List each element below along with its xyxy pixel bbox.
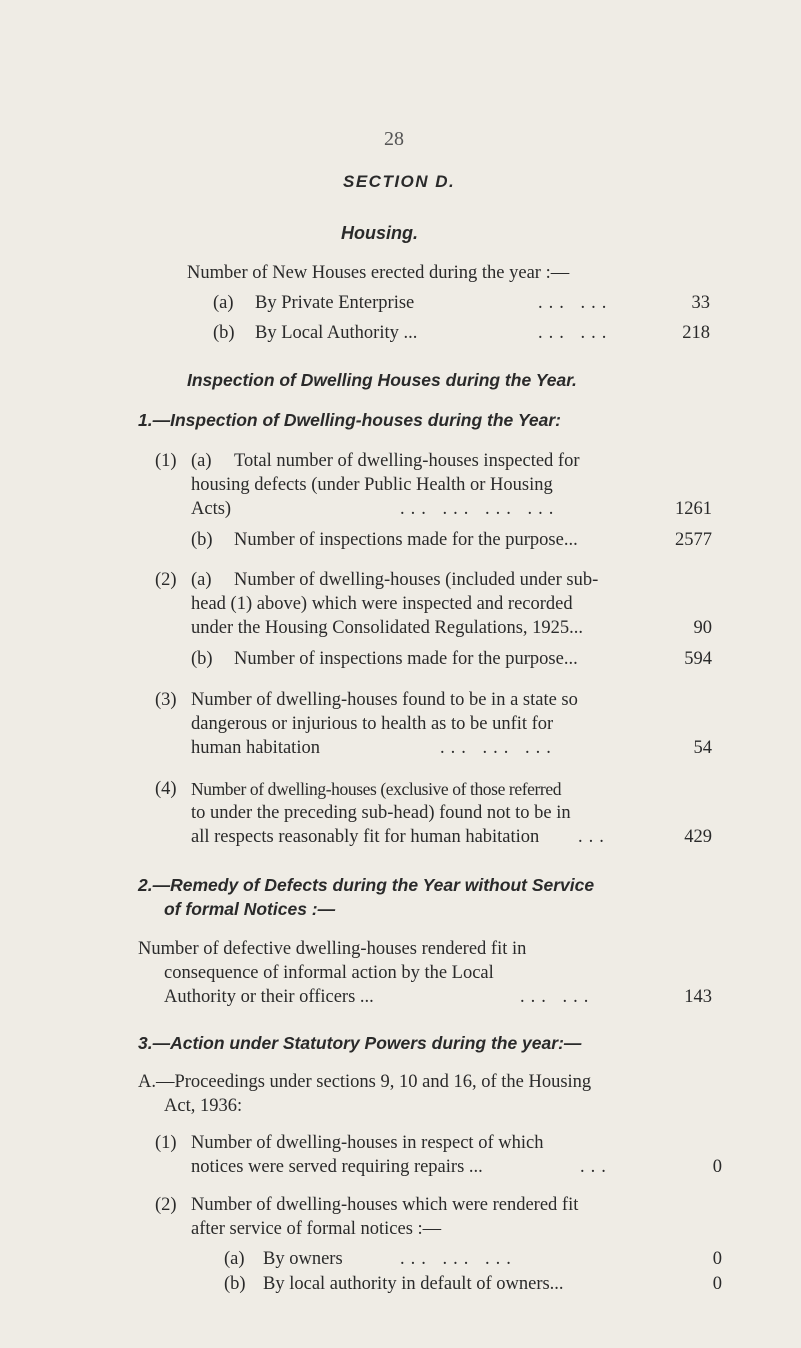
dot-leader: ... ... [520, 987, 595, 1007]
part2-line2: consequence of informal action by the Local [164, 963, 494, 983]
part2-line1: Number of defective dwelling-houses rendered fit in [138, 939, 527, 959]
item2b-value: 594 [684, 649, 712, 669]
item2a-line1: Number of dwelling-houses (included under sub- [234, 570, 599, 590]
item-number: (3) [155, 690, 177, 710]
part2-line3: Authority or their officers ... [164, 987, 374, 1007]
part3-a-line2: Act, 1936: [164, 1096, 243, 1116]
dot-leader: ... ... [538, 323, 613, 343]
part3-item1-value: 0 [712, 1157, 722, 1177]
part3-a-line1: A.—Proceedings under sections 9, 10 and 16, of the Housing [138, 1072, 592, 1092]
item-number: (1) [155, 1133, 177, 1153]
item-number: (2) [155, 570, 177, 590]
item3-value: 54 [693, 738, 712, 758]
part1-heading: 1.—Inspection of Dwelling-houses during the Year: [138, 410, 561, 430]
part2-heading-line2: of formal Notices :— [164, 899, 336, 919]
item-number: (4) [155, 779, 177, 799]
item-letter: (a) [224, 1249, 245, 1269]
item1a-line2: housing defects (under Public Health or Housing [191, 475, 553, 495]
new-houses-label-a: (a) [213, 293, 234, 313]
new-houses-text-b: By Local Authority ... [255, 323, 418, 343]
item-letter: (b) [191, 530, 213, 550]
new-houses-value-a: 33 [691, 293, 710, 313]
item-letter: (b) [224, 1274, 246, 1294]
new-houses-text-a: By Private Enterprise [255, 293, 415, 313]
item4-line3: all respects reasonably fit for human habitation [191, 827, 540, 847]
part2-heading-line1: 2.—Remedy of Defects during the Year without Service [138, 875, 595, 895]
item3-line2: dangerous or injurious to health as to be unfit for [191, 714, 554, 734]
item2b-text: Number of inspections made for the purpose... [234, 649, 578, 669]
dot-leader: ... ... ... [440, 738, 557, 758]
item-number: (2) [155, 1195, 177, 1215]
item4-line2: to under the preceding sub-head) found not to be in [191, 803, 571, 823]
item1a-line1: Total number of dwelling-houses inspected for [234, 451, 580, 471]
dot-leader: ... ... [538, 293, 613, 313]
dot-leader: ... ... ... [400, 1249, 517, 1269]
part3-item2b-text: By local authority in default of owners... [263, 1274, 564, 1294]
item1b-value: 2577 [675, 530, 712, 550]
part3-item2-line2: after service of formal notices :— [191, 1219, 442, 1239]
item1b-text: Number of inspections made for the purpose... [234, 530, 578, 550]
part3-item1-line1: Number of dwelling-houses in respect of which [191, 1133, 544, 1153]
item-letter: (b) [191, 649, 213, 669]
inspection-heading: Inspection of Dwelling Houses during the Year. [187, 370, 577, 390]
item4-line1: Number of dwelling-houses (exclusive of those referred [191, 779, 562, 799]
part2-value: 143 [684, 987, 712, 1007]
item2a-line3: under the Housing Consolidated Regulations, 1925... [191, 618, 584, 638]
item-letter: (a) [191, 570, 212, 590]
item2a-line2: head (1) above) which were inspected and recorded [191, 594, 573, 614]
item1a-line3: Acts) [191, 499, 232, 519]
item1a-value: 1261 [675, 499, 712, 519]
part3-item2a-text: By owners [263, 1249, 343, 1269]
new-houses-value-b: 218 [682, 323, 710, 343]
part3-item2-line1: Number of dwelling-houses which were rendered fit [191, 1195, 579, 1215]
part3-heading: 3.—Action under Statutory Powers during the year:— [138, 1033, 582, 1053]
item3-line3: human habitation [191, 738, 320, 758]
new-houses-label-b: (b) [213, 323, 235, 343]
dot-leader: ... [578, 827, 610, 847]
section-title: SECTION D. [343, 172, 456, 191]
item-letter: (a) [191, 451, 212, 471]
new-houses-intro: Number of New Houses erected during the year :— [187, 263, 570, 283]
housing-heading: Housing. [341, 223, 418, 243]
dot-leader: ... ... ... ... [400, 499, 560, 519]
item-number: (1) [155, 451, 177, 471]
item2a-value: 90 [693, 618, 712, 638]
part3-item2a-value: 0 [712, 1249, 722, 1269]
item3-line1: Number of dwelling-houses found to be in a state so [191, 690, 578, 710]
item4-value: 429 [684, 827, 712, 847]
dot-leader: ... [580, 1157, 612, 1177]
part3-item1-line2: notices were served requiring repairs ... [191, 1157, 483, 1177]
page-number: 28 [384, 128, 404, 150]
part3-item2b-value: 0 [712, 1274, 722, 1294]
